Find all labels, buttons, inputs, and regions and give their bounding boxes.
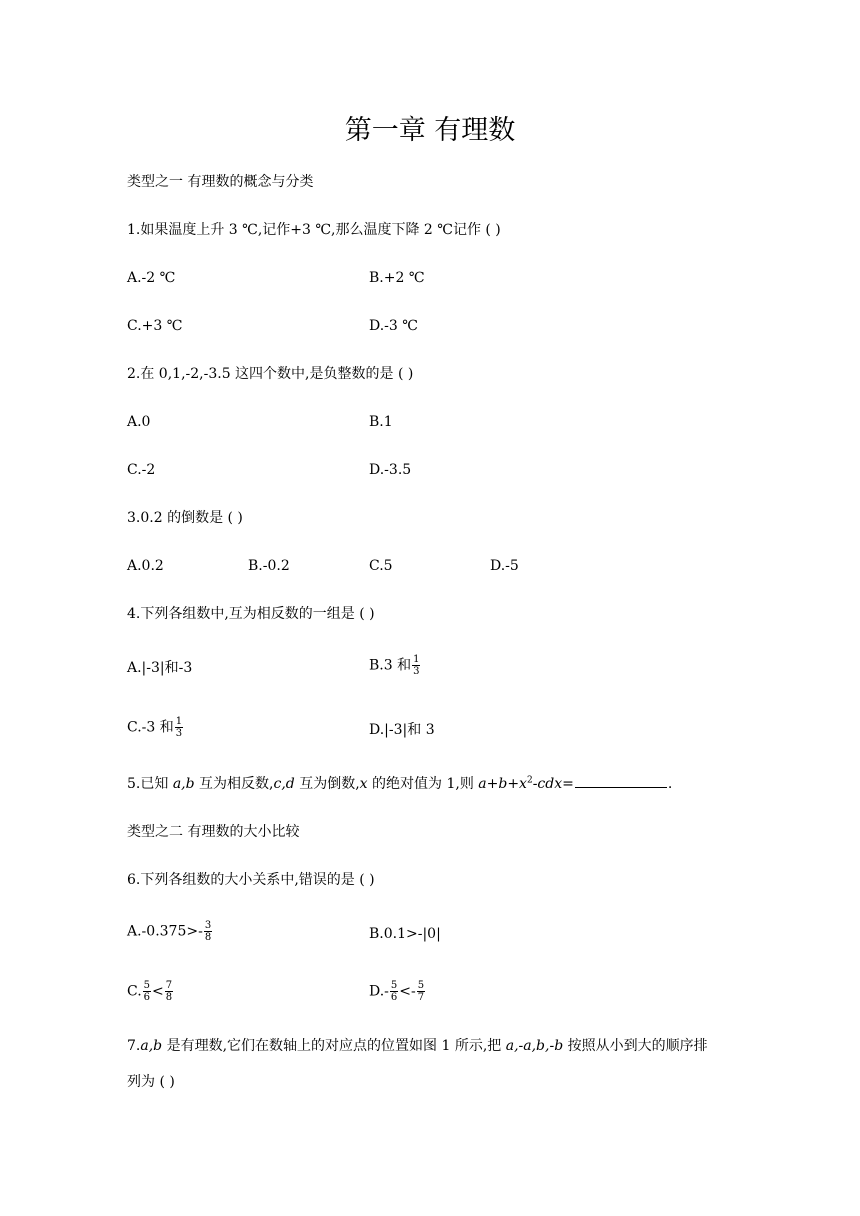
variable: c,d <box>273 776 295 792</box>
question-2-option-b: B.1 <box>369 414 393 430</box>
question-6-option-c <box>127 980 174 1003</box>
question-7-stem <box>127 1036 708 1056</box>
question-1-option-d: D.-3 ℃ <box>369 318 418 334</box>
fraction <box>412 654 420 677</box>
text-segment: 互为倒数, <box>294 776 360 792</box>
text-segment: . <box>667 776 673 792</box>
question-6-option-b: B.0.1>-|0| <box>369 926 441 942</box>
text-segment: 的绝对值为 1,则 <box>367 776 479 792</box>
fraction-denominator: 3 <box>175 728 183 739</box>
fraction <box>165 980 173 1003</box>
fraction-denominator: 6 <box>390 992 398 1003</box>
question-6-stem: 6.下列各组数的大小关系中,错误的是 ( ) <box>127 872 375 888</box>
expression: -cdx <box>532 776 563 792</box>
exponent: 2 <box>526 775 533 786</box>
question-6-option-d <box>369 980 426 1003</box>
question-1-option-a: A.-2 ℃ <box>127 270 176 286</box>
answer-blank[interactable] <box>575 775 667 788</box>
text-segment: 7. <box>127 1038 141 1054</box>
question-3-option-b: B.-0.2 <box>248 558 290 574</box>
fraction-denominator: 8 <box>165 992 173 1003</box>
question-3-option-c: C.5 <box>369 558 393 574</box>
fraction <box>175 716 183 739</box>
fraction-numerator: 3 <box>204 920 212 931</box>
question-4-option-c <box>127 716 184 739</box>
fraction-denominator: 8 <box>204 932 212 943</box>
text-segment: 互为相反数, <box>194 776 274 792</box>
fraction <box>390 980 398 1003</box>
question-2-option-a: A.0 <box>127 414 151 430</box>
expression: a+b+x <box>478 776 527 792</box>
question-1-option-c: C.+3 ℃ <box>127 318 183 334</box>
fraction-numerator: 7 <box>165 980 173 991</box>
question-1-option-b: B.+2 ℃ <box>369 270 425 286</box>
page-title: 第一章 有理数 <box>344 115 516 146</box>
variable: a,b <box>140 1038 163 1054</box>
fraction-numerator: 5 <box>143 980 151 991</box>
question-3-stem: 3.0.2 的倒数是 ( ) <box>127 510 243 526</box>
question-3-option-d: D.-5 <box>490 558 519 574</box>
text-segment: = <box>562 776 574 792</box>
fraction-numerator: 5 <box>417 980 425 991</box>
question-2-stem: 2.在 0,1,-2,-3.5 这四个数中,是负整数的是 ( ) <box>127 366 414 382</box>
variable: a,-a,b,-b <box>505 1038 564 1054</box>
fraction-denominator: 7 <box>417 992 425 1003</box>
operator: <- <box>399 983 416 1000</box>
question-4-option-c-text: C.-3 和 <box>127 719 174 736</box>
question-5-stem <box>127 774 672 794</box>
section-heading-2: 类型之二 有理数的大小比较 <box>127 824 300 840</box>
question-7-stem-line-2: 列为 ( ) <box>127 1074 175 1090</box>
question-6-option-a <box>127 920 213 943</box>
fraction-denominator: 6 <box>143 992 151 1003</box>
text-segment: 按照从小到大的顺序排 <box>563 1038 708 1054</box>
fraction <box>417 980 425 1003</box>
fraction-numerator: 1 <box>175 716 183 727</box>
text-segment: D.- <box>369 983 389 1000</box>
question-4-option-b <box>369 654 421 677</box>
variable: x <box>359 776 368 792</box>
section-heading-1: 类型之一 有理数的概念与分类 <box>127 174 314 190</box>
question-1-stem: 1.如果温度上升 3 ℃,记作+3 ℃,那么温度下降 2 ℃记作 ( ) <box>127 222 501 238</box>
question-4-option-d: D.|-3|和 3 <box>369 722 435 738</box>
question-2-option-d: D.-3.5 <box>369 462 412 478</box>
fraction-numerator: 5 <box>390 980 398 991</box>
fraction <box>204 920 212 943</box>
text-segment: 5.已知 <box>127 776 173 792</box>
text-segment: A.-0.375>- <box>127 923 203 940</box>
question-4-option-b-text: B.3 和 <box>369 657 412 674</box>
operator: < <box>152 983 164 1000</box>
question-4-stem: 4.下列各组数中,互为相反数的一组是 ( ) <box>127 606 375 622</box>
variable: a,b <box>172 776 195 792</box>
question-4-option-a: A.|-3|和-3 <box>127 660 193 676</box>
text-segment: 是有理数,它们在数轴上的对应点的位置如图 1 所示,把 <box>162 1038 506 1054</box>
text-segment: C. <box>127 983 142 1000</box>
fraction-numerator: 1 <box>413 654 420 665</box>
fraction <box>143 980 151 1003</box>
question-2-option-c: C.-2 <box>127 462 156 478</box>
fraction-denominator: 3 <box>413 666 420 677</box>
question-3-option-a: A.0.2 <box>127 558 164 574</box>
